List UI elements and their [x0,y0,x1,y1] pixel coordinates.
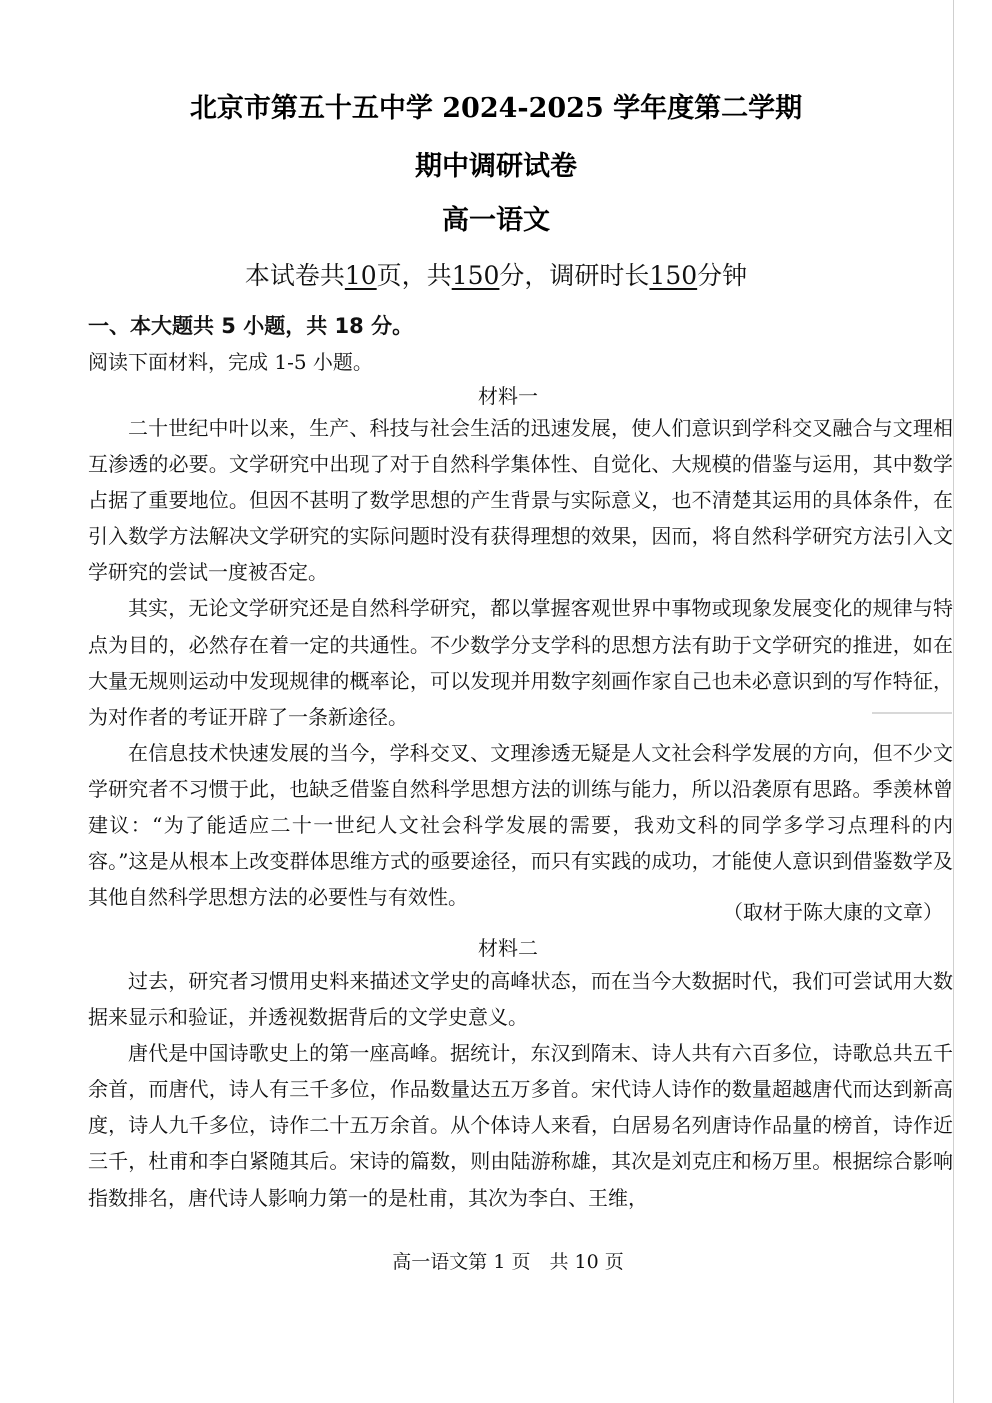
material2-paragraph: 唐代是中国诗歌史上的第一座高峰。据统计，东汉到隋末、诗人共有六百多位，诗歌总共五千余首，而唐代，诗人有三千多位，作品数量达五万多首。宋代诗人诗作的数量超越唐代而达到新高度，诗人九千多位，诗作二十五万余首。从个体诗人来看，白居易名列唐诗作品量的榜首，诗作近三千，杜甫和李白紧随其后。宋诗的篇数，则由陆游称雄，其次是刘克庄和杨万里。根据综合影响指数排名，唐代诗人影响力第一的是杜甫，其次为李白、王维， [88,1041,953,1210]
page-footer: 高一语文第 1 页 共 10 页 [392,1251,624,1273]
exam-subject: 高一语文 [442,205,550,236]
exam-info [0,256,992,292]
material1-source: （取材于陈大康的文章） [723,900,943,924]
material1-heading: 材料一 [478,384,538,408]
material2-paragraph: 过去，研究者习惯用史料来描述文学史的高峰状态，而在当今大数据时代，我们可尝试用大数据来显示和验证，并透视数据背后的文学史意义。 [88,969,953,1030]
material2-heading: 材料二 [478,936,538,960]
material1-paragraph: 二十世纪中叶以来，生产、科技与社会生活的迅速发展，使人们意识到学科交叉融合与文理相互渗透的必要。文学研究中出现了对于自然科学集体性、自觉化、大规模的借鉴与运用，其中数学占据了重要地位。但因不甚明了数学思想的产生背景与实际意义，也不清楚其运用的具体条件，在引入数学方法解决文学研究的实际问题时没有获得理想的效果，因而，将自然科学研究方法引入文学研究的尝试一度被否定。 [88,416,953,585]
info-pages: 10 [344,261,377,290]
section-heading: 一、本大题共 5 小题，共 18 分。 [88,314,414,338]
info-score: 150 [451,261,500,290]
info-mid2: 分，调研时长 [499,261,650,290]
material1-paragraph: 在信息技术快速发展的当今，学科交叉、文理渗透无疑是人文社会科学发展的方向，但不少文学研究者不习惯于此，也缺乏借鉴自然科学思想方法的训练与能力，所以沿袭原有思路。季羡林曾建议：“为了能适应二十一世纪人文社会科学发展的需要，我劝文科的同学多学习点理科的内容。”这是从根本上改变群体思维方式的亟要途径，而只有实践的成功，才能使人意识到借鉴数学及其他自然科学思想方法的必要性与有效性。 [88,740,953,910]
material1-paragraph: 其实，无论文学研究还是自然科学研究，都以掌握客观世界中事物或现象发展变化的规律与特点为目的，必然存在着一定的共通性。不少数学分支学科的思想方法有助于文学研究的推进，如在大量无规则运动中发现规律的概率论，可以发现并用数字刻画作家自己也未必意识到的写作特征，为对作者的考证开辟了一条新途径。 [88,596,953,729]
section-instruction: 阅读下面材料，完成 1-5 小题。 [88,350,373,374]
material1-body [88,410,953,915]
exam-subtitle: 期中调研试卷 [415,151,577,182]
info-mid1: 页，共 [376,261,452,290]
info-suffix: 分钟 [697,261,748,290]
info-duration: 150 [649,261,698,290]
exam-title: 北京市第五十五中学 2024-2025 学年度第二学期 [189,93,803,124]
material2-body [88,963,953,1216]
info-prefix: 本试卷共 [244,261,345,290]
